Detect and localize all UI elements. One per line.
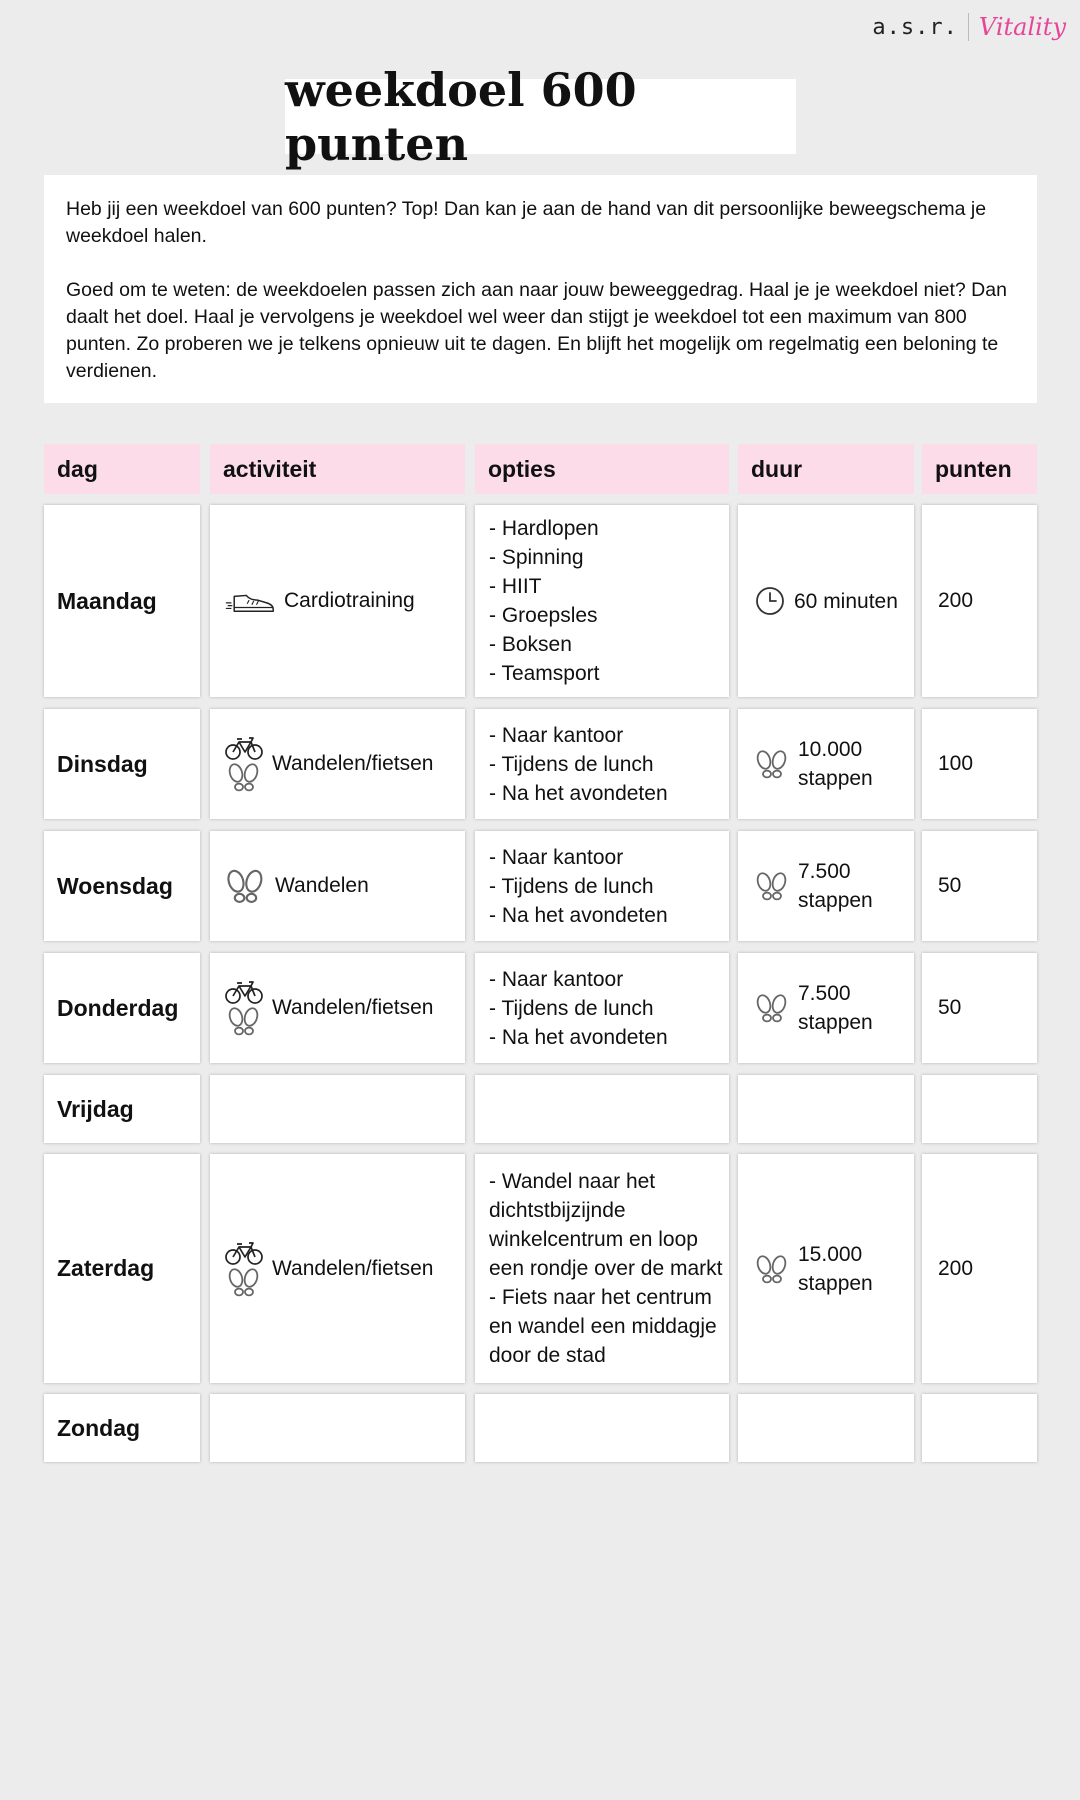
day-cell-dinsdag [44,709,200,819]
header-opties: opties [475,444,729,494]
day-label: Maandag [57,587,157,614]
duration-cell-maandag [738,505,914,697]
title-box [285,62,796,171]
duration-value: 7.500 stappen [798,982,873,1034]
header-duur: duur [738,444,914,494]
options-cell-zaterdag [475,1154,729,1383]
duration-cell-donderdag [738,953,914,1063]
activity-icon-group [224,588,276,614]
day-cell-zondag [44,1394,200,1462]
duration-cell-zondag [738,1394,914,1462]
bike-icon [224,1240,264,1266]
shoe-icon [224,588,276,614]
footprints-icon [754,1253,790,1285]
options-list: - Naar kantoor - Tijdens de lunch - Na het avondeten [489,845,668,927]
day-label: Zaterdag [57,1255,155,1281]
header-activiteit: activiteit [210,444,465,494]
duration-icon [754,748,790,780]
duration-value: 10.000 stappen [798,738,873,790]
day-label: Zondag [57,1414,141,1441]
points-cell-vrijdag [922,1075,1037,1143]
duration-cell-zaterdag [738,1154,914,1383]
duration-value: 7.500 stappen [798,860,873,912]
options-cell-woensdag [475,831,729,941]
intro-paragraph-1: Heb jij een weekdoel van 600 punten? Top! Dan kan je aan de hand van dit persoonlijke beweegschema je weekdoel halen. [66,198,987,247]
points-value: 50 [938,874,962,897]
day-label: Woensdag [57,872,173,899]
activity-icon-group [224,735,264,793]
activity-label: Wandelen/fietsen [272,752,434,775]
bike-icon [224,735,264,761]
points-cell-dinsdag [922,709,1037,819]
activity-cell-donderdag [210,953,465,1063]
points-value: 100 [938,752,974,775]
duration-icon [754,870,790,902]
points-cell-woensdag [922,831,1037,941]
activity-cell-vrijdag [210,1075,465,1143]
footprints-icon [754,992,790,1024]
logo-divider [968,13,969,41]
activity-icon-group [224,979,264,1037]
footprints-icon [754,870,790,902]
day-cell-woensdag [44,831,200,941]
day-cell-maandag [44,505,200,697]
footprints-icon [226,1266,262,1298]
activity-icon-group [224,867,267,905]
points-cell-donderdag [922,953,1037,1063]
points-cell-zaterdag [922,1154,1037,1383]
page-title: weekdoel 600 punten [285,62,637,171]
points-cell-zondag [922,1394,1037,1462]
options-list: - Naar kantoor - Tijdens de lunch - Na het avondeten [489,723,668,805]
options-cell-vrijdag [475,1075,729,1143]
options-list: - Wandel naar het dichtstbijzijnde winkelcentrum en loop een rondje over de markt - Fiets naar het centrum en wandel een middagje door de stad [489,1170,723,1367]
activity-label: Wandelen [275,874,369,897]
intro-text-box [44,175,1037,403]
duration-icon [754,585,786,617]
activity-icon-group [224,1240,264,1298]
activity-cell-woensdag [210,831,465,941]
day-cell-donderdag [44,953,200,1063]
options-cell-zondag [475,1394,729,1462]
day-label: Vrijdag [57,1095,134,1122]
activity-cell-maandag [210,505,465,697]
activity-cell-zaterdag [210,1154,465,1383]
vitality-logo: Vitality [978,13,1066,41]
activity-label: Wandelen/fietsen [272,996,434,1019]
options-list: - Hardlopen - Spinning - HIIT - Groepsles - Boksen - Teamsport [489,517,600,685]
header-dag: dag [44,444,200,494]
asr-logo: a.s.r. [872,14,958,40]
footprints-icon [754,748,790,780]
day-cell-vrijdag [44,1075,200,1143]
duration-cell-woensdag [738,831,914,941]
footprints-icon [226,761,262,793]
duration-icon [754,1253,790,1285]
header-punten: punten [922,444,1037,494]
footprints-icon [224,867,267,905]
duration-value: 15.000 stappen [798,1242,873,1295]
day-label: Donderdag [57,994,179,1021]
bike-icon [224,979,264,1005]
activity-cell-dinsdag [210,709,465,819]
options-list: - Naar kantoor - Tijdens de lunch - Na het avondeten [489,967,668,1049]
activity-label: Wandelen/fietsen [272,1256,434,1280]
footprints-icon [226,1005,262,1037]
duration-cell-dinsdag [738,709,914,819]
points-cell-maandag [922,505,1037,697]
intro-paragraph-2: Goed om te weten: de weekdoelen passen zich aan naar jouw beweeggedrag. Haal je je weekdoel niet? Dan daalt het doel. Haal je vervolgens je weekdoel wel weer dan stijgt je weekdoel tot een maximum van 800 punten. Zo proberen we je telkens opnieuw uit te dagen. En blijft het mogelijk om regelmatig een beloning te verdienen. [66,279,1007,382]
duration-value: 60 minuten [794,589,898,613]
options-cell-donderdag [475,953,729,1063]
activity-label: Cardiotraining [284,589,415,612]
points-value: 200 [938,589,974,612]
options-cell-maandag [475,505,729,697]
points-value: 200 [938,1256,974,1280]
duration-cell-vrijdag [738,1075,914,1143]
day-label: Dinsdag [57,750,148,777]
day-cell-zaterdag [44,1154,200,1383]
clock-icon [754,585,786,617]
options-cell-dinsdag [475,709,729,819]
brand-logos [872,12,1066,42]
duration-icon [754,992,790,1024]
activity-cell-zondag [210,1394,465,1462]
points-value: 50 [938,996,962,1019]
